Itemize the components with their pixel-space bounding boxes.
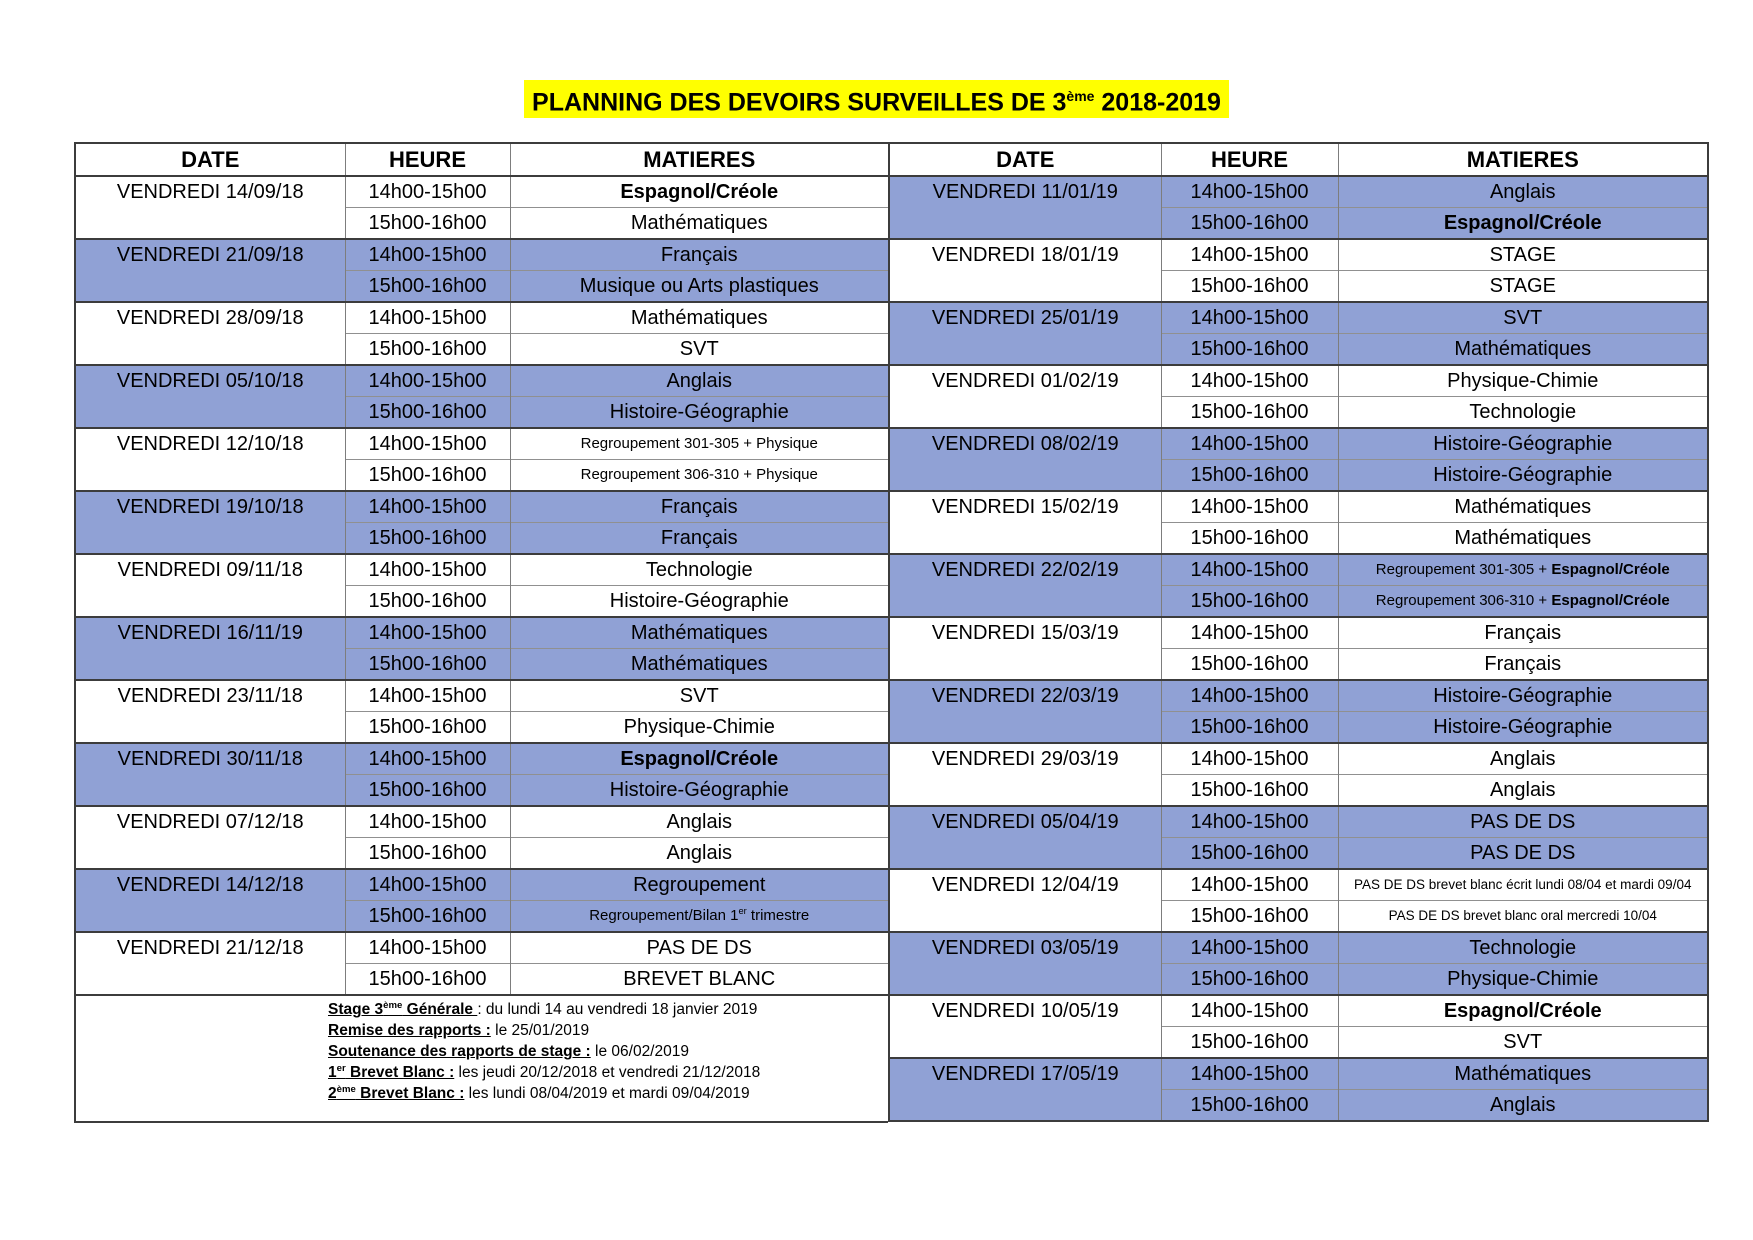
subject-cell: Histoire-Géographie <box>1338 712 1708 744</box>
time-cell: 15h00-16h00 <box>345 964 510 996</box>
time-cell: 15h00-16h00 <box>1161 397 1338 429</box>
subject-cell: Français <box>510 523 888 555</box>
time-cell: 15h00-16h00 <box>345 397 510 429</box>
subject-cell: Anglais <box>510 365 888 397</box>
date-cell: VENDREDI 08/02/19 <box>889 428 1161 491</box>
time-cell: 15h00-16h00 <box>1161 901 1338 933</box>
time-cell: 14h00-15h00 <box>1161 869 1338 901</box>
date-cell: VENDREDI 18/01/19 <box>889 239 1161 302</box>
table-row <box>889 1058 1708 1090</box>
time-cell: 15h00-16h00 <box>1161 1027 1338 1059</box>
time-cell: 15h00-16h00 <box>1161 208 1338 240</box>
date-cell: VENDREDI 29/03/19 <box>889 743 1161 806</box>
note-text: : du lundi 14 au vendredi 18 janvier 2019 <box>477 1001 758 1018</box>
note-line <box>328 1041 888 1062</box>
subject-cell: PAS DE DS <box>1338 838 1708 870</box>
note-label: 1er Brevet Blanc : <box>328 1062 455 1081</box>
time-cell: 14h00-15h00 <box>345 932 510 964</box>
left-header-row <box>75 143 888 176</box>
subject-cell: Histoire-Géographie <box>1338 428 1708 460</box>
time-cell: 15h00-16h00 <box>345 775 510 807</box>
subject-cell: Regroupement 301-305 + Physique <box>510 428 888 460</box>
time-cell: 15h00-16h00 <box>345 901 510 933</box>
date-cell: VENDREDI 11/01/19 <box>889 176 1161 239</box>
time-cell: 14h00-15h00 <box>1161 491 1338 523</box>
time-cell: 14h00-15h00 <box>345 365 510 397</box>
date-cell: VENDREDI 12/10/18 <box>75 428 345 491</box>
table-row <box>889 869 1708 901</box>
col-header-heure: HEURE <box>345 143 510 176</box>
subject-cell: Regroupement <box>510 869 888 901</box>
subject-cell: Physique-Chimie <box>1338 964 1708 996</box>
time-cell: 14h00-15h00 <box>345 806 510 838</box>
subject-cell: Français <box>1338 649 1708 681</box>
date-cell: VENDREDI 05/10/18 <box>75 365 345 428</box>
note-label: Remise des rapports : <box>328 1022 491 1039</box>
table-row <box>889 617 1708 649</box>
subject-cell: Espagnol/Créole <box>1338 208 1708 240</box>
time-cell: 14h00-15h00 <box>1161 995 1338 1027</box>
subject-cell: Mathématiques <box>1338 491 1708 523</box>
subject-cell: Français <box>1338 617 1708 649</box>
time-cell: 15h00-16h00 <box>345 712 510 744</box>
table-row <box>889 428 1708 460</box>
table-row <box>75 617 888 649</box>
col-header-matieres: MATIERES <box>1338 143 1708 176</box>
col-header-date: DATE <box>75 143 345 176</box>
time-cell: 14h00-15h00 <box>1161 239 1338 271</box>
time-cell: 14h00-15h00 <box>1161 932 1338 964</box>
note-label: 2ème Brevet Blanc : <box>328 1083 465 1102</box>
time-cell: 14h00-15h00 <box>1161 743 1338 775</box>
table-row <box>889 995 1708 1027</box>
time-cell: 15h00-16h00 <box>1161 712 1338 744</box>
time-cell: 15h00-16h00 <box>1161 1090 1338 1122</box>
date-cell: VENDREDI 30/11/18 <box>75 743 345 806</box>
subject-cell: Histoire-Géographie <box>1338 680 1708 712</box>
time-cell: 14h00-15h00 <box>345 554 510 586</box>
table-row <box>75 680 888 712</box>
page-title <box>524 80 1229 118</box>
date-cell: VENDREDI 21/09/18 <box>75 239 345 302</box>
subject-cell: Physique-Chimie <box>510 712 888 744</box>
time-cell: 15h00-16h00 <box>345 460 510 492</box>
subject-cell: SVT <box>1338 302 1708 334</box>
subject-cell: Regroupement 306-310 + Espagnol/Créole <box>1338 586 1708 618</box>
date-cell: VENDREDI 10/05/19 <box>889 995 1161 1058</box>
table-row <box>889 554 1708 586</box>
page-title-superscript: ème <box>1066 88 1095 104</box>
time-cell: 15h00-16h00 <box>1161 838 1338 870</box>
time-cell: 14h00-15h00 <box>1161 806 1338 838</box>
subject-cell: Musique ou Arts plastiques <box>510 271 888 303</box>
time-cell: 14h00-15h00 <box>1161 365 1338 397</box>
notes-row <box>75 995 888 1122</box>
time-cell: 15h00-16h00 <box>1161 586 1338 618</box>
time-cell: 14h00-15h00 <box>345 239 510 271</box>
subject-cell: Espagnol/Créole <box>510 743 888 775</box>
date-cell: VENDREDI 05/04/19 <box>889 806 1161 869</box>
subject-cell: Mathématiques <box>510 208 888 240</box>
date-cell: VENDREDI 09/11/18 <box>75 554 345 617</box>
time-cell: 15h00-16h00 <box>345 649 510 681</box>
time-cell: 14h00-15h00 <box>345 869 510 901</box>
table-row <box>75 428 888 460</box>
time-cell: 14h00-15h00 <box>1161 176 1338 208</box>
subject-cell: PAS DE DS brevet blanc oral mercredi 10/04 <box>1338 901 1708 933</box>
time-cell: 14h00-15h00 <box>345 428 510 460</box>
notes-block <box>75 995 888 1122</box>
table-row <box>75 239 888 271</box>
note-line <box>328 999 888 1020</box>
subject-cell: Physique-Chimie <box>1338 365 1708 397</box>
col-header-matieres: MATIERES <box>510 143 888 176</box>
table-row <box>889 239 1708 271</box>
subject-cell: Espagnol/Créole <box>1338 995 1708 1027</box>
table-row <box>889 743 1708 775</box>
date-cell: VENDREDI 23/11/18 <box>75 680 345 743</box>
date-cell: VENDREDI 22/03/19 <box>889 680 1161 743</box>
right-half-table <box>888 142 1709 1122</box>
time-cell: 15h00-16h00 <box>345 838 510 870</box>
time-cell: 15h00-16h00 <box>1161 334 1338 366</box>
time-cell: 14h00-15h00 <box>345 743 510 775</box>
time-cell: 14h00-15h00 <box>1161 680 1338 712</box>
time-cell: 15h00-16h00 <box>1161 523 1338 555</box>
right-header-row <box>889 143 1708 176</box>
subject-cell: SVT <box>1338 1027 1708 1059</box>
date-cell: VENDREDI 19/10/18 <box>75 491 345 554</box>
date-cell: VENDREDI 25/01/19 <box>889 302 1161 365</box>
time-cell: 15h00-16h00 <box>345 334 510 366</box>
subject-cell: Mathématiques <box>1338 1058 1708 1090</box>
subject-cell: Regroupement 306-310 + Physique <box>510 460 888 492</box>
subject-cell: SVT <box>510 680 888 712</box>
subject-cell: Regroupement/Bilan 1er trimestre <box>510 901 888 933</box>
table-row <box>889 365 1708 397</box>
time-cell: 15h00-16h00 <box>345 271 510 303</box>
note-line <box>328 1020 888 1041</box>
date-cell: VENDREDI 21/12/18 <box>75 932 345 995</box>
table-row <box>75 869 888 901</box>
table-row <box>75 932 888 964</box>
subject-cell: STAGE <box>1338 271 1708 303</box>
subject-cell: PAS DE DS <box>510 932 888 964</box>
time-cell: 15h00-16h00 <box>345 586 510 618</box>
table-row <box>889 176 1708 208</box>
left-half-table <box>74 142 888 1123</box>
table-row <box>75 806 888 838</box>
subject-cell: Anglais <box>1338 1090 1708 1122</box>
subject-cell: Technologie <box>510 554 888 586</box>
table-row <box>889 932 1708 964</box>
time-cell: 14h00-15h00 <box>345 680 510 712</box>
note-label: Stage 3ème Générale <box>328 999 478 1018</box>
time-cell: 14h00-15h00 <box>1161 1058 1338 1090</box>
subject-cell: Mathématiques <box>1338 334 1708 366</box>
date-cell: VENDREDI 14/09/18 <box>75 176 345 239</box>
date-cell: VENDREDI 15/03/19 <box>889 617 1161 680</box>
subject-cell: Anglais <box>1338 743 1708 775</box>
time-cell: 14h00-15h00 <box>1161 302 1338 334</box>
planning-table <box>74 142 1753 1123</box>
table-row <box>889 302 1708 334</box>
time-cell: 15h00-16h00 <box>345 523 510 555</box>
subject-cell: Mathématiques <box>510 617 888 649</box>
subject-cell: Technologie <box>1338 397 1708 429</box>
subject-cell: Anglais <box>510 806 888 838</box>
note-line <box>328 1062 888 1083</box>
date-cell: VENDREDI 16/11/19 <box>75 617 345 680</box>
table-row <box>75 302 888 334</box>
page-title-year: 2018-2019 <box>1094 88 1221 117</box>
table-row <box>889 491 1708 523</box>
table-row <box>75 365 888 397</box>
col-header-date: DATE <box>889 143 1161 176</box>
date-cell: VENDREDI 14/12/18 <box>75 869 345 932</box>
table-row <box>75 491 888 523</box>
time-cell: 14h00-15h00 <box>345 302 510 334</box>
col-header-heure: HEURE <box>1161 143 1338 176</box>
subject-cell: PAS DE DS <box>1338 806 1708 838</box>
date-cell: VENDREDI 15/02/19 <box>889 491 1161 554</box>
time-cell: 14h00-15h00 <box>345 176 510 208</box>
subject-cell: Anglais <box>510 838 888 870</box>
subject-cell: Anglais <box>1338 176 1708 208</box>
time-cell: 15h00-16h00 <box>1161 649 1338 681</box>
time-cell: 15h00-16h00 <box>1161 460 1338 492</box>
time-cell: 15h00-16h00 <box>1161 964 1338 996</box>
date-cell: VENDREDI 01/02/19 <box>889 365 1161 428</box>
subject-cell: Mathématiques <box>510 302 888 334</box>
subject-cell: Anglais <box>1338 775 1708 807</box>
time-cell: 15h00-16h00 <box>1161 775 1338 807</box>
subject-cell: Français <box>510 491 888 523</box>
subject-cell: Espagnol/Créole <box>510 176 888 208</box>
date-cell: VENDREDI 12/04/19 <box>889 869 1161 932</box>
subject-cell: Mathématiques <box>510 649 888 681</box>
date-cell: VENDREDI 03/05/19 <box>889 932 1161 995</box>
date-cell: VENDREDI 07/12/18 <box>75 806 345 869</box>
time-cell: 14h00-15h00 <box>345 491 510 523</box>
time-cell: 14h00-15h00 <box>1161 617 1338 649</box>
title-row <box>0 0 1753 117</box>
table-row <box>75 743 888 775</box>
time-cell: 15h00-16h00 <box>345 208 510 240</box>
subject-cell: BREVET BLANC <box>510 964 888 996</box>
subject-cell: SVT <box>510 334 888 366</box>
note-text: les jeudi 20/12/2018 et vendredi 21/12/2018 <box>454 1064 761 1081</box>
time-cell: 15h00-16h00 <box>1161 271 1338 303</box>
date-cell: VENDREDI 28/09/18 <box>75 302 345 365</box>
time-cell: 14h00-15h00 <box>1161 428 1338 460</box>
subject-cell: PAS DE DS brevet blanc écrit lundi 08/04 et mardi 09/04 <box>1338 869 1708 901</box>
note-text: les lundi 08/04/2019 et mardi 09/04/2019 <box>464 1085 750 1102</box>
subject-cell: STAGE <box>1338 239 1708 271</box>
subject-cell: Histoire-Géographie <box>510 397 888 429</box>
date-cell: VENDREDI 17/05/19 <box>889 1058 1161 1121</box>
subject-cell: Histoire-Géographie <box>510 586 888 618</box>
date-cell: VENDREDI 22/02/19 <box>889 554 1161 617</box>
time-cell: 14h00-15h00 <box>1161 554 1338 586</box>
table-row <box>75 554 888 586</box>
note-label: Soutenance des rapports de stage : <box>328 1043 591 1060</box>
note-text: le 25/01/2019 <box>490 1022 590 1039</box>
note-line <box>328 1083 888 1104</box>
subject-cell: Histoire-Géographie <box>1338 460 1708 492</box>
table-row <box>75 176 888 208</box>
time-cell: 14h00-15h00 <box>345 617 510 649</box>
subject-cell: Technologie <box>1338 932 1708 964</box>
note-text: le 06/02/2019 <box>590 1043 689 1060</box>
subject-cell: Histoire-Géographie <box>510 775 888 807</box>
subject-cell: Français <box>510 239 888 271</box>
page-title-text: PLANNING DES DEVOIRS SURVEILLES DE 3 <box>532 88 1067 117</box>
table-row <box>889 680 1708 712</box>
table-row <box>889 806 1708 838</box>
subject-cell: Mathématiques <box>1338 523 1708 555</box>
subject-cell: Regroupement 301-305 + Espagnol/Créole <box>1338 554 1708 586</box>
